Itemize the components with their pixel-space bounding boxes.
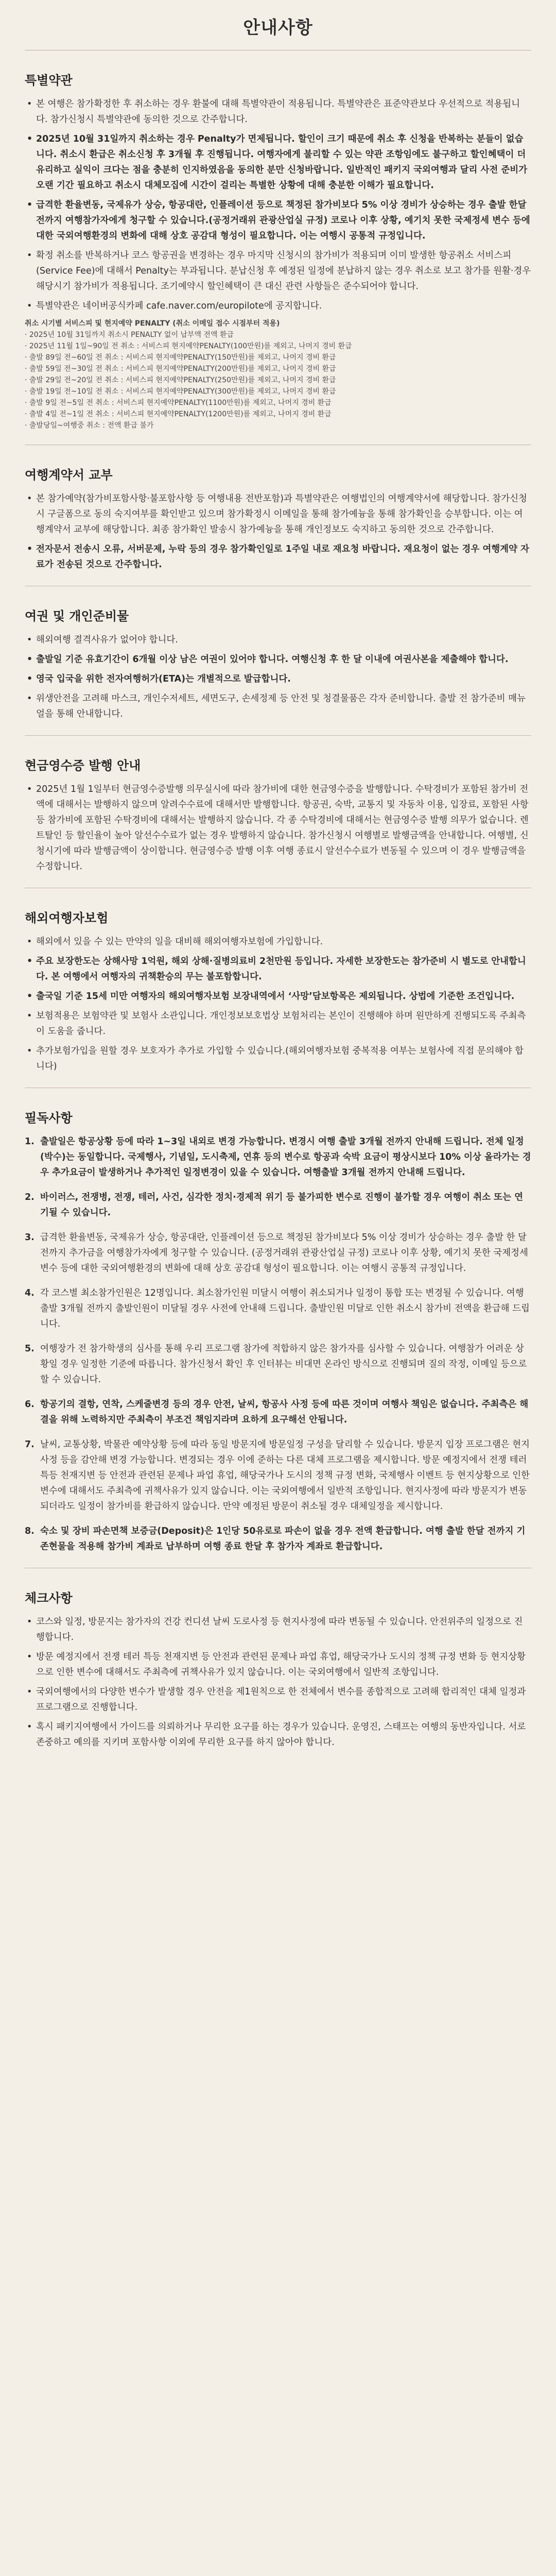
section-heading: 여행계약서 교부 (25, 468, 113, 482)
list-item: • 혹시 패키지여행에서 가이드를 의뢰하거나 무리한 요구를 하는 경우가 있습니다. 운영진, 스태프는 여행의 동반자입니다. 서로 존중하고 예의를 지키며 포함사항 이외에 무리한 요구를 하지 않아야 합니다. (25, 1719, 531, 1750)
list-item: • 2025년 1월 1일부터 현금영수증발행 의무실시에 따라 참가비에 대한 현금영수증을 발행합니다. 수탁경비가 포함된 참가비 전액에 대해서는 발행하지 않으며 알려수수료에 대해서만 발행합니다. 항공권, 숙박, 교통지 및 자동차 이용, 입장료, 포함된 사항 등 참가비에 포함된 수탁경비에 대해서는 발행하지 않습니다. 각 종 수탁경비에 대해서는 현금영수증 발행 의무가 없습니다. 렌트탈인 등 할인율이 높아 알선수수료가 없는 경우 발행하지 않습니다. 참가신청시 여행별로 발행금액을 안내합니다. 여행별, 신청시기에 따라 발행금액이 상이합니다. 현금영수증 발행 이후 여행 종료시 알선수수료가 변동될 수 있으며 이 경우 발행금액을 수정합니다. (25, 782, 531, 874)
list-item: • 영국 입국을 위한 전자여행허가(ETA)는 개별적으로 발급합니다. (25, 671, 531, 687)
notice-item: 3. 급격한 환율변동, 국제유가 상승, 항공대란, 인플레이션 등으로 책정된 참가비보다 5% 이상 경비가 상승하는 경우 출발 한 달 전까지 추가금을 여행참가자에게 청구할 수 있습니다. (공정거래위 관광산업실 규정) 코로나 이후 상황, 예기치 못한 국제정세 변수 등에 대한 국외여행환경의 변화에 대해 상호 공감대 형성이 필요합니다. 이는 여행시 공통적 규정입니다. (25, 1230, 531, 1276)
list-item: • 전자문서 전송시 오류, 서버문제, 누락 등의 경우 참가확인일로 1주일 내로 재요청 바랍니다. 재요청이 없는 경우 여행계약 자료가 전송된 것으로 간주합니다. (25, 541, 531, 572)
fee-row: · 출발 59일 전~30일 전 취소 : 서비스피 현지예약PENALTY(200만원)를 제외고, 나머지 경비 환급 (25, 365, 336, 373)
notice-item: 4. 각 코스별 최소참가인원은 12명입니다. 최소참가인원 미달시 여행이 취소되거나 일정이 통합 또는 변경될 수 있습니다. 여행출발 3개월 전까지 출발인원이 미달될 경우 사전에 안내해 드립니다. 출발인원 미달로 인한 취소시 참가비 전액을 환급해 드립니다. (25, 1285, 531, 1332)
list-item: • 해외에서 있을 수 있는 만약의 일을 대비해 해외여행자보험에 가입합니다. (25, 934, 531, 950)
list-item: • 해외여행 결격사유가 없어야 합니다. (25, 632, 531, 648)
fee-row: · 출발당일~여행중 취소 : 전액 환급 불가 (25, 421, 154, 430)
section-heading: 해외여행자보험 (25, 911, 109, 925)
divider (25, 735, 531, 736)
section-special (25, 70, 531, 445)
check-list (25, 1614, 531, 1750)
fee-row: · 출발 89일 전~60일 전 취소 : 서비스피 현지예약PENALTY(150만원)를 제외고, 나머지 경비 환급 (25, 353, 336, 362)
notice-item: 6. 항공기의 결항, 연착, 스케줄변경 등의 경우 안전, 날씨, 항공사 사정 등에 따른 것이며 여행사 책임은 없습니다. 주최측은 해결을 위해 노력하지만 주최측이 부조건 책임지라며 요하게 요구해선 안됩니다. (25, 1397, 531, 1428)
fee-row: · 2025년 10월 31일까지 취소시 PENALTY 없이 납부액 전액 환급 (25, 331, 234, 339)
list-item: • 확정 취소를 반복하거나 코스 항공권을 변경하는 경우 마지막 신청시의 참가비가 적용되며 이미 발생한 항공취소 서비스피(Service Fee)에 대해서 Penalty는 부과됩니다. 분납신청 후 예정된 일정에 분납하지 않는 경우 취소로 보고 참가를 원활·경우 해당시기 참가비가 적용됩니다. 조기예약시 할인혜택이 큰 대신 관련 사항들은 준수되어야 합니다. (25, 248, 531, 294)
fee-table (25, 318, 531, 431)
passport-list (25, 632, 531, 722)
notice-item: 2. 바이러스, 전쟁병, 전쟁, 테러, 사건, 심각한 정치·경제적 위기 등 불가피한 변수로 진행이 불가할 경우 여행이 취소 또는 연기될 수 있습니다. (25, 1190, 531, 1221)
fee-row: · 출발 9일 전~5일 전 취소 : 서비스피 현지예약PENALTY(1100만원)를 제외고, 나머지 경비 환급 (25, 399, 332, 407)
contract-list (25, 491, 531, 572)
section-heading: 여권 및 개인준비물 (25, 609, 129, 623)
list-item: • 위생안전을 고려해 마스크, 개인수저세트, 세면도구, 손세정제 등 안전 및 청결물품은 각자 준비합니다. 출발 전 참가준비 매뉴얼을 통해 안내합니다. (25, 691, 531, 722)
special-list (25, 96, 531, 314)
section-heading: 현금영수증 발행 안내 (25, 758, 141, 773)
section-insurance (25, 908, 531, 1088)
page-title: 안내사항 (243, 18, 313, 38)
list-item: • 출국일 기준 15세 미만 여행자의 해외여행자보험 보장내역에서 ‘사망’담보항목은 제외됩니다. 상법에 기준한 조건입니다. (25, 989, 531, 1004)
fee-row: · 출발 19일 전~10일 전 취소 : 서비스피 현지예약PENALTY(300만원)를 제외고, 나머지 경비 환급 (25, 387, 336, 396)
section-check (25, 1588, 531, 1750)
list-item: • 출발일 기준 유효기간이 6개월 이상 남은 여권이 있어야 합니다. 여행신청 후 한 달 이내에 여권사본을 제출해야 합니다. (25, 652, 531, 667)
notice-item: 7. 날씨, 교통상황, 박물관 예약상황 등에 따라 동일 방문지에 방문일정 구성을 달리할 수 있습니다. 방문지 입장 프로그램은 현지 사정 등을 감안해 변경 가능합니다. 변경되는 경우 이에 준하는 다른 대체 프로그램을 제시합니다. 방문 예정지에서 전쟁 테러 특등 천재지변 등 안전과 관련된 문제나 파업 휴업, 해당국가나 도시의 정책 규정 변화, 국제행사 이벤트 등 현지상황으로 인한 변수에 대해서도 주최측에 귀책사유가 있지 않습니다. 이는 국외여행에서 일반적 조항입니다. 현지사정에 따라 방문지가 변동되더라도 일정이 참가비를 환급하지 않습니다. 만약 예정된 방문이 취소될 경우 대체일정을 제시합니다. (25, 1437, 531, 1514)
list-item: • 코스와 일정, 방문지는 참가자의 건강 컨디션 날씨 도로사정 등 현지사정에 따라 변동될 수 있습니다. 안전위주의 일정으로 진행합니다. (25, 1614, 531, 1645)
fee-row: · 출발 4일 전~1일 전 취소 : 서비스피 현지예약PENALTY(1200만원)를 제외고, 나머지 경비 환급 (25, 410, 332, 418)
notice-item: 1. 출발일은 항공상황 등에 따라 1~3일 내외로 변경 가능합니다. 변경시 여행 출발 3개월 전까지 안내해 드립니다. 전체 일정(박수)는 동일합니다. 국제행사, 기념일, 도시축제, 연휴 등의 변수로 항공과 숙박 요금이 평상시보다 10% 이상 올라가는 경우 추가요금이 발생하거나 추가적인 일정변경이 있을 수 있습니다. 여행출발 3개월 전까지 안내해 드립니다. (25, 1134, 531, 1180)
fee-title: 취소 시기별 서비스피 및 현지예약 PENALTY (취소 이메일 접수 시점부터 적용) (25, 319, 280, 328)
insurance-list (25, 934, 531, 1074)
list-item: • 추가보험가입을 원할 경우 보호자가 추가로 가입할 수 있습니다.(해외여행자보험 중복적용 여부는 보험사에 직접 문의해야 합니다) (25, 1043, 531, 1074)
section-contract (25, 465, 531, 586)
list-item: • 본 참가예약(참가비포함사항·불포함사항 등 여행내용 전반포함)과 특별약관은 여행법인의 여행계약서에 해당합니다. 참가신청시 구글폼으로 동의 숙지여부를 확인받고 있으며 참가확정시 이메일을 통해 참가예늉을 통해 참가확인을 승부합니다. 이는 여행계약서 교부에 해당합니다. 최종 참가확인 발송시 참가예늉을 통해 개인정보도 숙지하고 동의한 것으로 간주합니다. (25, 491, 531, 537)
notice-item: 5. 여행장가 전 참가학생의 심사를 통해 우리 프로그램 참가에 적합하지 않은 참가자를 심사할 수 있습니다. 여행참가 어려운 상황일 경우 일정한 기준에 따릅니다. 참가신청서 확인 후 인터뷰는 비대면 온라인 방식으로 진행되며 질의 작정, 이메일 등으로 할 수 있습니다. (25, 1341, 531, 1387)
list-item: • 특별약관은 네이버공식카페 cafe.naver.com/europilote에 공지합니다. (25, 298, 531, 314)
list-item: • 2025년 10월 31일까지 취소하는 경우 Penalty가 면제됩니다. 할인이 크기 때문에 취소 후 신청을 반복하는 분들이 없습니다. 취소시 환급은 취소신청 후 3개월 후 진행됩니다. 여행자에게 불리할 수 있는 약관 조항임에도 불구하고 할인혜택이 더 유리하고 실익이 크다는 점을 충분히 인지하였음을 동의한 분만 신청바랍니다. 일반적인 패키지 국외여행과 달리 사전 준비가 오랜 기간 필요하고 취소시 대체모집에 시간이 걸리는 특별한 상황에 대해 충분한 이해가 필요합니다. (25, 131, 531, 193)
list-item: • 방문 예정지에서 전쟁 테러 특등 천재지변 등 안전과 관련된 문제나 파업 휴업, 해당국가나 도시의 정책 규정 변화 등 현지상황으로 인한 변수에 대해서도 주최측에 귀책사유가 있지 않습니다. 이는 국외여행에서 일반적 조항입니다. (25, 1649, 531, 1680)
section-receipt (25, 755, 531, 888)
section-heading: 체크사항 (25, 1591, 73, 1605)
section-heading: 필독사항 (25, 1111, 73, 1125)
notice-item: 8. 숙소 및 장비 파손면책 보증금(Deposit)은 1인당 50유로로 파손이 없을 경우 전액 환급합니다. 여행 출발 한달 전까지 기존현물을 적용해 참가비 계좌로 납부하며 여행 종료 한달 후 참가자 계좌로 환급합니다. (25, 1523, 531, 1554)
list-item: • 본 여행은 참가확정한 후 취소하는 경우 환불에 대해 특별약관이 적용됩니다. 특별약관은 표준약관보다 우선적으로 적용됩니다. 참가신청시 특별약관에 동의한 것으로 간주합니다. (25, 96, 531, 127)
section-passport (25, 606, 531, 736)
list-item: • 주요 보장한도는 상해사망 1억원, 해외 상해·질병의료비 2천만원 등입니다. 자세한 보장한도는 참가준비 시 별도로 안내합니다. 본 여행에서 여행자의 귀책환승의 무는 불포함합니다. (25, 954, 531, 985)
list-item: • 국외여행에서의 다양한 변수가 발생할 경우 안전을 제1원칙으로 한 전체에서 변수를 종합적으로 고려해 합리적인 대체 일정과 프로그램으로 진행합니다. (25, 1684, 531, 1715)
list-item: • 보험적용은 보험약관 및 보험사 소관입니다. 개인정보보호법상 보험처리는 본인이 진행해야 하며 원만하게 진행되도록 주최측이 도움을 줍니다. (25, 1008, 531, 1039)
receipt-list (25, 782, 531, 874)
fee-row: · 출발 29일 전~20일 전 취소 : 서비스피 현지예약PENALTY(250만원)를 제외고, 나머지 경비 환급 (25, 376, 336, 384)
section-notice (25, 1108, 531, 1568)
notice-list (25, 1134, 531, 1554)
list-item: • 급격한 환율변동, 국제유가 상승, 항공대란, 인플레이션 등으로 책정된 참가비보다 5% 이상 경비가 상승하는 경우 출발 한달 전까지 여행참가자에게 청구할 수 있습니다.(공정거래위 관광산업실 규정) 코로나 이후 상황, 예기치 못한 국제정세 변수 등에 대한 국외여행환경의 변화에 대해 상호 공감대 형성이 필요합니다. 이는 여행시 공통적 규정입니다. (25, 197, 531, 244)
fee-row: · 2025년 11월 1일~90일 전 취소 : 서비스피 현지예약PENALTY(100만원)를 제외고, 나머지 경비 환급 (25, 342, 352, 350)
section-heading: 특별약관 (25, 73, 73, 88)
